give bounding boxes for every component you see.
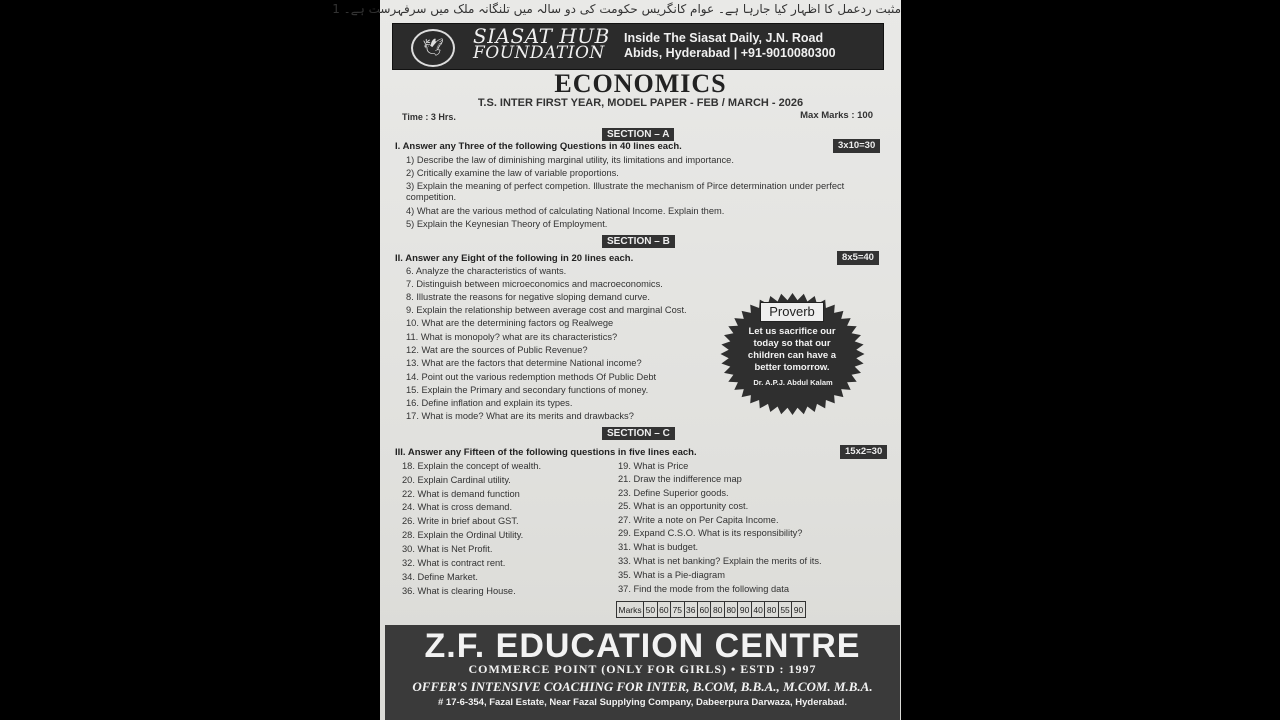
question: 30. What is Net Profit. [402, 544, 493, 554]
question: 24. What is cross demand. [402, 502, 513, 512]
zf-education-ad [385, 625, 900, 720]
question: 3) Explain the meaning of perfect competion. Illustrate the mechanism of Pirce determination under perfect competition. [406, 181, 845, 202]
question: 12. Wat are the sources of Public Revenue? [406, 345, 588, 355]
question: 20. Explain Cardinal utility. [402, 475, 511, 485]
marks-cell: 36 [684, 602, 697, 618]
question: 22. What is demand function [402, 489, 520, 499]
ad-commerce-line: COMMERCE POINT (ONLY FOR GIRLS) • ESTD : 1997 [468, 662, 817, 676]
question: 33. What is net banking? Explain the merits of its. [618, 556, 822, 566]
question: 26. Write in brief about GST. [402, 516, 519, 526]
question: 32. What is contract rent. [402, 558, 506, 568]
marks-cell: 80 [765, 602, 778, 618]
brand-line2: FOUNDATION [473, 43, 605, 63]
question: 35. What is a Pie-diagram [618, 570, 725, 580]
marks-cell: 40 [751, 602, 764, 618]
marks-cell: 90 [738, 602, 751, 618]
question: 16. Define inflation and explain its types. [406, 398, 573, 408]
section-c-marks: 15x2=30 [840, 445, 887, 459]
section-a-marks: 3x10=30 [833, 139, 880, 153]
question: 18. Explain the concept of wealth. [402, 461, 542, 471]
question: 11. What is monopoly? what are its characteristics? [406, 332, 618, 342]
address-line2: Abids, Hyderabad | +91-9010080300 [624, 46, 836, 60]
newspaper-page [332, 0, 901, 720]
question: 25. What is an opportunity cost. [618, 501, 749, 511]
proverb-badge [720, 292, 865, 416]
brand-line1: SIASAT HUB [473, 24, 610, 48]
question: 21. Draw the indifference map [618, 474, 742, 484]
question: 1) Describe the law of diminishing marginal utility, its limitations and importance. [406, 155, 734, 165]
time-allowed: Time : 3 Hrs. [402, 112, 456, 122]
question: 2) Critically examine the law of variable proportions. [406, 168, 619, 178]
marks-row [617, 602, 806, 618]
section-b-marks: 8x5=40 [837, 251, 879, 265]
question: 9. Explain the relationship between average cost and marginal Cost. [406, 305, 687, 315]
proverb-author: Dr. A.P.J. Abdul Kalam [753, 378, 833, 387]
dove-logo-icon: 🕊 [411, 29, 455, 67]
marks-data-table [616, 601, 806, 618]
question: 37. Find the mode from the following data [618, 584, 790, 594]
address-line1: Inside The Siasat Daily, J.N. Road [624, 31, 824, 45]
question: 10. What are the determining factors og Realwege [406, 318, 614, 328]
marks-cell: 80 [711, 602, 724, 618]
ad-title: Z.F. EDUCATION CENTRE [424, 627, 861, 665]
marks-cell: 75 [671, 602, 684, 618]
question: 29. Expand C.S.O. What is its responsibility? [618, 528, 803, 538]
section-c-label: SECTION – C [602, 427, 675, 440]
question: 8. Illustrate the reasons for negative sloping demand curve. [406, 292, 650, 302]
proverb-text: Let us sacrifice our today so that our children can have a better tomorrow. [747, 326, 837, 373]
section-c-instruction: III. Answer any Fifteen of the following questions in five lines each. [395, 447, 697, 458]
question: 13. What are the factors that determine National income? [406, 358, 642, 368]
marks-header-cell: Marks [617, 602, 644, 618]
urdu-headline-strip: مثبت ردعمل کا اظہار کیا جارہا ہے۔ عوام کانگریس حکومت کی دو سالہ میں تلنگانہ ملک میں سرفہرست ہے۔ 1 [332, 2, 901, 16]
ad-address: # 17-6-354, Fazal Estate, Near Fazal Supplying Company, Dabeerpura Darwaza, Hyderabad. [438, 697, 847, 708]
marks-cell: 60 [698, 602, 711, 618]
question: 31. What is budget. [618, 542, 699, 552]
question: 27. Write a note on Per Capita Income. [618, 515, 779, 525]
section-a-label: SECTION – A [602, 128, 674, 141]
section-a-instruction: I. Answer any Three of the following Questions in 40 lines each. [395, 141, 682, 152]
question: 4) What are the various method of calculating National Income. Explain them. [406, 206, 725, 216]
question: 17. What is mode? What are its merits and drawbacks? [406, 411, 634, 421]
question: 28. Explain the Ordinal Utility. [402, 530, 524, 540]
question: 15. Explain the Primary and secondary functions of money. [406, 385, 649, 395]
question: 34. Define Market. [402, 572, 478, 582]
marks-cell: 60 [657, 602, 670, 618]
section-b-instruction: II. Answer any Eight of the following in 20 lines each. [395, 253, 634, 264]
marks-cell: 80 [724, 602, 737, 618]
question: 36. What is clearing House. [402, 586, 516, 596]
marks-cell: 50 [644, 602, 657, 618]
question: 7. Distinguish between microeconomics and macroeconomics. [406, 279, 663, 289]
question: 6. Analyze the characteristics of wants. [406, 266, 567, 276]
marks-cell: 55 [778, 602, 791, 618]
ad-offer-line: OFFER'S INTENSIVE COACHING FOR INTER, B.COM, B.B.A., M.COM. M.B.A. [412, 679, 873, 694]
question: 19. What is Price [618, 461, 689, 471]
question: 23. Define Superior goods. [618, 488, 729, 498]
paper-title: ECONOMICS [554, 69, 727, 98]
marks-cell: 90 [792, 602, 805, 618]
proverb-title: Proverb [760, 302, 824, 322]
question: 5) Explain the Keynesian Theory of Employment. [406, 219, 608, 229]
question: 14. Point out the various redemption methods Of Public Debt [406, 372, 657, 382]
max-marks: Max Marks : 100 [800, 110, 873, 121]
siasat-hub-header [392, 23, 884, 70]
section-b-label: SECTION – B [602, 235, 675, 248]
paper-subtitle: T.S. INTER FIRST YEAR, MODEL PAPER - FEB / MARCH - 2026 [477, 97, 804, 109]
